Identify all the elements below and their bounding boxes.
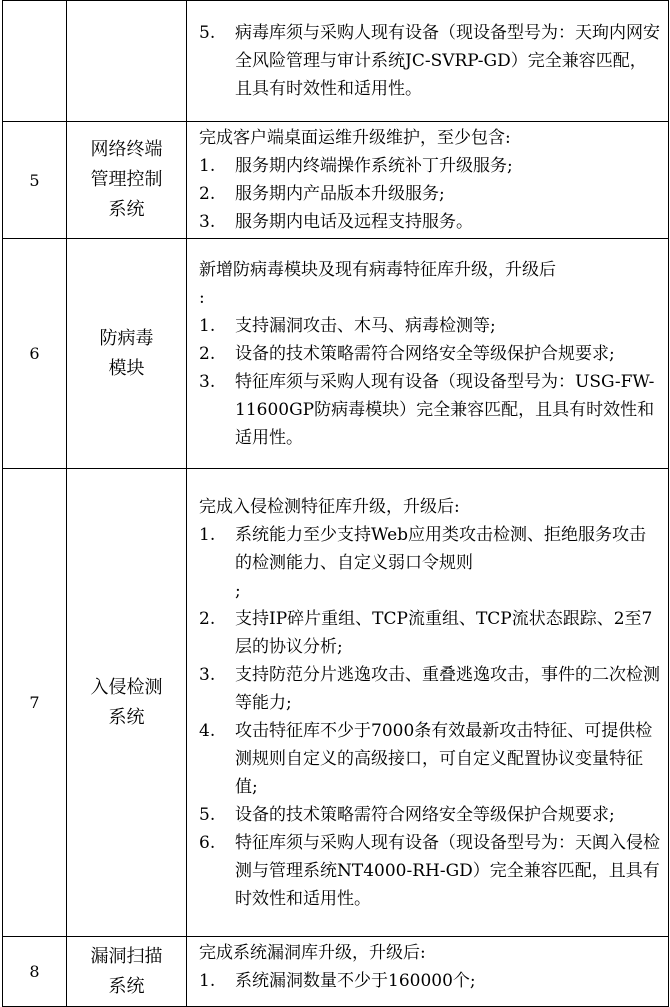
list-item [199,829,660,913]
list-item [199,152,660,180]
list-item [199,19,660,103]
table-row [3,239,669,469]
item-text-cont: ; [235,580,241,601]
list-item [199,180,660,208]
item-number: 5. [199,23,216,43]
list-item [199,340,660,368]
row-number: 6 [3,239,67,469]
row-number: 8 [3,937,67,1007]
table-row [3,469,669,937]
item-text: 攻击特征库不少于7000条有效最新攻击特征、可提供检测规则自定义的高级接口，可自定义配置协议变量特征值; [235,720,653,797]
row-number: 7 [3,469,67,937]
item-text: 支持IP碎片重组、TCP流重组、TCP流状态跟踪、2至7层的协议分析; [235,608,653,657]
row-number: 5 [3,122,67,239]
list-item [199,605,660,661]
list-item [199,661,660,717]
item-number: 2. [199,184,216,204]
system-name: 入侵检测系统 [67,469,187,937]
system-name [67,1,187,122]
item-text: 服务期内电话及远程支持服务。 [235,212,473,232]
item-text: 设备的技术策略需符合网络安全等级保护合规要求; [235,343,615,364]
item-text: 服务期内终端操作系统补丁升级服务; [235,156,513,176]
item-number: 3. [199,212,216,232]
list-item [199,368,660,452]
table-row [3,937,669,1007]
list-item [199,521,660,605]
requirement-intro-cont: : [199,287,205,308]
item-number: 6. [199,832,216,853]
requirement-text [187,469,669,937]
item-number: 3. [199,371,216,392]
requirement-text [187,122,669,239]
item-number: 2. [199,343,216,364]
item-text: 系统漏洞数量不少于160000个; [235,971,476,991]
table-row [3,1,669,122]
list-item [199,208,660,236]
item-number: 1. [199,971,216,991]
list-item [199,312,660,340]
item-text: 支持漏洞攻击、木马、病毒检测等; [235,315,496,336]
list-item [199,801,660,829]
item-text-block [235,521,660,605]
item-text: 病毒库须与采购人现有设备（现设备型号为：天珣内网安全风险管理与审计系统JC-SVRP-GD）完全兼容匹配，且具有时效性和适用性。 [235,23,660,99]
requirement-intro: 新增防病毒模块及现有病毒特征库升级，升级后 [199,259,556,280]
item-number: 1. [199,315,216,336]
item-number: 5. [199,804,216,825]
requirement-intro: 完成客户端桌面运维升级维护，至少包含: [199,128,511,148]
item-number: 1. [199,524,216,545]
list-item [199,967,660,995]
requirement-text [187,937,669,1007]
requirement-text [187,239,669,469]
system-name: 网络终端管理控制系统 [67,122,187,239]
table-row [3,122,669,239]
item-text: 支持防范分片逃逸攻击、重叠逃逸攻击，事件的二次检测等能力; [235,664,660,713]
item-text: 系统能力至少支持Web应用类攻击检测、拒绝服务攻击的检测能力、自定义弱口令规则 [235,524,647,573]
requirement-intro: 完成入侵检测特征库升级，升级后: [199,496,460,517]
item-number: 1. [199,156,216,176]
item-number: 2. [199,608,216,629]
row-number [3,1,67,122]
list-item [199,717,660,801]
item-text: 特征库须与采购人现有设备（现设备型号为：天阗入侵检测与管理系统NT4000-RH-GD）完全兼容匹配，且具有时效性和适用性。 [235,832,660,909]
system-name: 漏洞扫描系统 [67,937,187,1007]
requirement-intro: 完成系统漏洞库升级，升级后: [199,943,426,963]
system-name: 防病毒模块 [67,239,187,469]
requirement-text [187,1,669,122]
item-number: 3. [199,664,216,685]
item-text: 特征库须与采购人现有设备（现设备型号为：USG-FW-11600GP防病毒模块）完全兼容匹配，且具有时效性和适用性。 [235,371,655,448]
requirements-table [2,0,669,1007]
item-number: 4. [199,720,216,741]
item-text: 服务期内产品版本升级服务; [235,184,445,204]
item-text: 设备的技术策略需符合网络安全等级保护合规要求; [235,804,615,825]
